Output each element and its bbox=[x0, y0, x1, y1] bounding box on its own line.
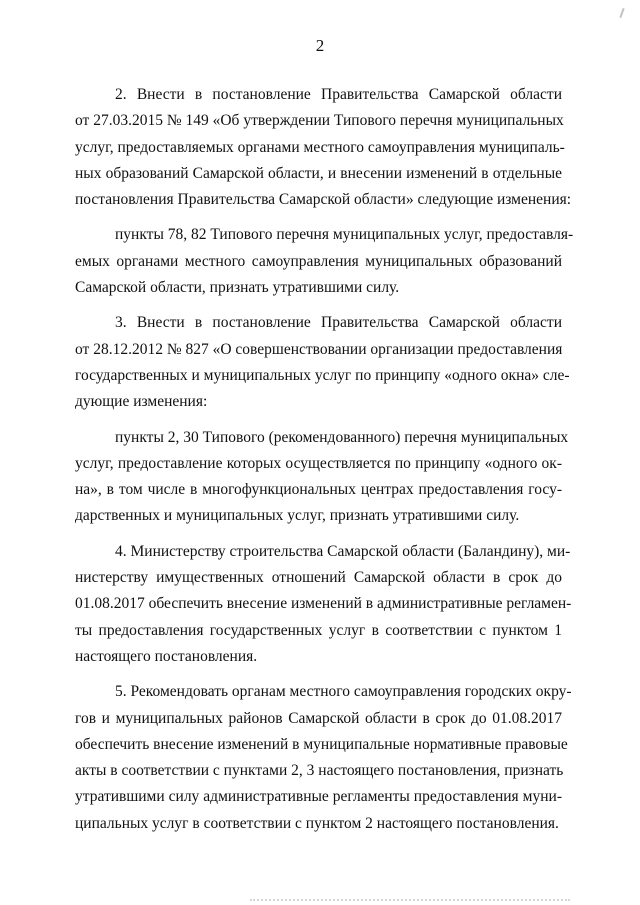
paragraph-3-line-1: 3. Внести в постановление Правительства Самарской области bbox=[115, 314, 562, 332]
paragraph-6-line-4: акты в соответствии с пунктами 2, 3 настоящего постановления, признать bbox=[75, 762, 564, 780]
paragraph-4-line-1: пункты 2, 30 Типового (рекомендованного) перечня муниципальных bbox=[115, 428, 569, 446]
paragraph-5-line-2: нистерству имущественных отношений Самарской области в срок до bbox=[75, 569, 562, 587]
scan-artifact bbox=[619, 8, 624, 18]
paragraph-6-line-5: утратившими силу административные регламенты предоставления муни- bbox=[75, 788, 562, 806]
paragraph-5-line-3: 01.08.2017 обеспечить внесение изменений в административные регламен- bbox=[75, 595, 572, 613]
paragraph-4-line-2: услуг, предоставление которых осуществляется по принципу «одного ок- bbox=[75, 454, 562, 472]
paragraph-1-line-4: ных образований Самарской области, и внесении изменений в отдельные bbox=[75, 164, 562, 182]
page-number: 2 bbox=[315, 36, 325, 55]
paragraph-2-line-2: емых органами местного самоуправления муниципальных образований bbox=[75, 252, 562, 270]
paragraph-5-line-4: ты предоставления государственных услуг в соответствии с пунктом 1 bbox=[75, 621, 562, 639]
paragraph-4-line-3: на», в том числе в многофункциональных центрах предоставления госу- bbox=[75, 481, 562, 499]
paragraph-5-line-1: 4. Министерству строительства Самарской области (Баландину), ми- bbox=[115, 542, 571, 560]
paragraph-6-line-6: ципальных услуг в соответствии с пунктом 2 настоящего постановления. bbox=[75, 814, 559, 832]
paragraph-3-line-4: дующие изменения: bbox=[75, 393, 208, 411]
paragraph-4-line-4: дарственных и муниципальных услуг, признать утратившими силу. bbox=[75, 507, 520, 525]
paragraph-6-line-2: гов и муниципальных районов Самарской области в срок до 01.08.2017 bbox=[75, 709, 562, 727]
paragraph-2-line-3: Самарской области, признать утратившими силу. bbox=[75, 279, 400, 297]
paragraph-3-line-3: государственных и муниципальных услуг по принципу «одного окна» сле- bbox=[75, 366, 570, 384]
paragraph-1-line-2: от 27.03.2015 № 149 «Об утверждении Типового перечня муниципальных bbox=[75, 112, 564, 130]
paragraph-1-line-1: 2. Внести в постановление Правительства Самарской области bbox=[115, 86, 562, 103]
paragraph-1-line-3: услуг, предоставляемых органами местного самоуправления муниципаль- bbox=[75, 138, 565, 156]
paragraph-3-line-2: от 28.12.2012 № 827 «О совершенствовании организации предоставления bbox=[75, 340, 563, 358]
paragraph-5-line-5: настоящего постановления. bbox=[75, 647, 258, 665]
document-body bbox=[75, 82, 574, 837]
scan-artifact-bottom bbox=[250, 897, 570, 901]
paragraph-1-line-5: постановления Правительства Самарской области» следующие изменения: bbox=[75, 191, 572, 209]
paragraph-6-line-1: 5. Рекомендовать органам местного самоуправления городских окру- bbox=[115, 683, 572, 701]
paragraph-2-line-1: пункты 78, 82 Типового перечня муниципальных услуг, предоставля- bbox=[115, 226, 574, 244]
paragraph-6-line-3: обеспечить внесение изменений в муниципальные нормативные правовые bbox=[75, 735, 568, 753]
